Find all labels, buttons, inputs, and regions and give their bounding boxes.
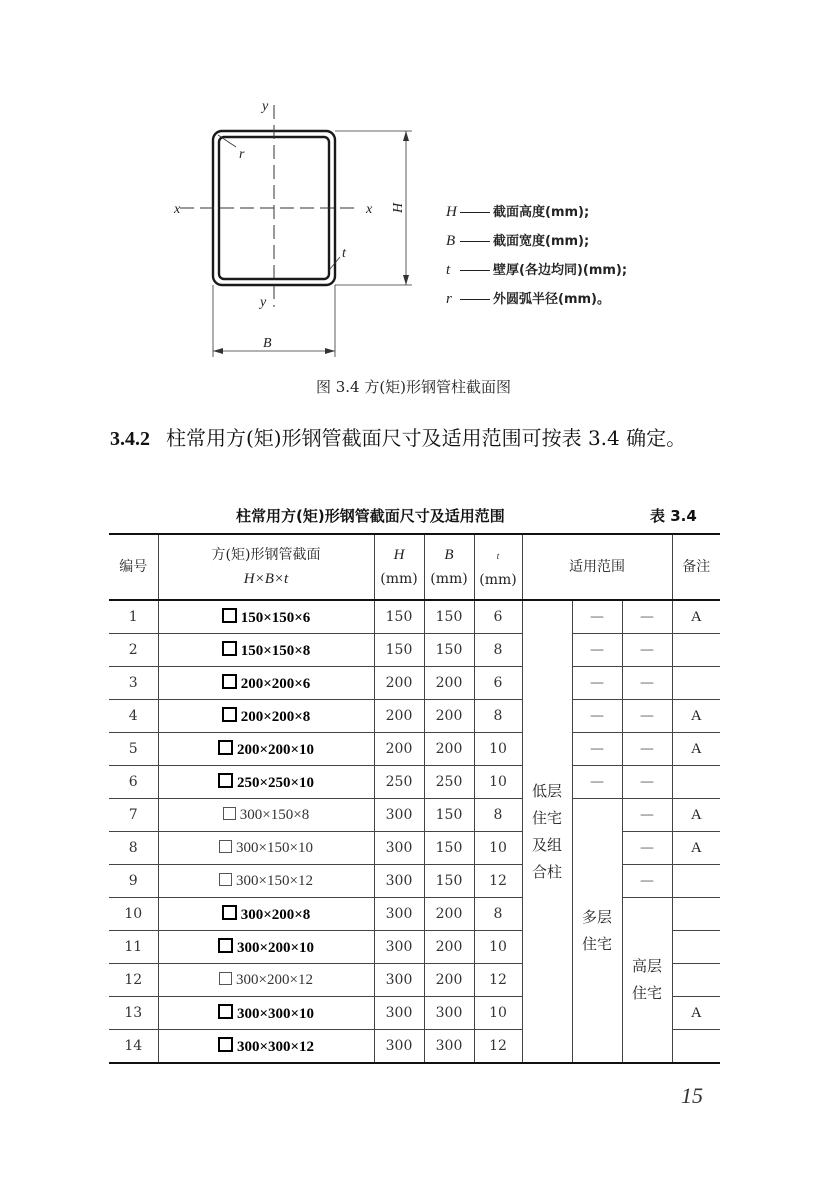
table-row: 13 300×300×10 300 300 10 A: [109, 997, 720, 1030]
section-cell: 300×200×8: [158, 898, 374, 931]
header-scope: 适用范围: [522, 534, 672, 600]
scope-multi-story: 多层 住宅: [572, 799, 622, 1064]
figure-caption: 图 3.4 方(矩)形钢管柱截面图: [315, 378, 512, 396]
b-label: B: [263, 336, 272, 351]
table-row: 5 200×200×10 200 200 10 — — A: [109, 733, 720, 766]
table-number: 表 3.4: [650, 507, 697, 525]
table-row: 11 300×200×10 300 200 10: [109, 931, 720, 964]
table-title: 柱常用方(矩)形钢管截面尺寸及适用范围: [236, 507, 505, 525]
y-bottom-label: y: [260, 295, 267, 310]
table-row: 9 300×150×12 300 150 12 —: [109, 865, 720, 898]
scope-high-rise: 高层 住宅: [622, 898, 672, 1064]
table-row: 12 300×200×12 300 200 12: [109, 964, 720, 997]
table-header-row: [109, 534, 720, 600]
section-cell: 300×300×10: [158, 997, 374, 1030]
clause-text: 柱常用方(矩)形钢管截面尺寸及适用范围可按表 3.4 确定。: [166, 426, 687, 450]
section-cell: 200×200×10: [158, 733, 374, 766]
legend-item: B 截面宽度(mm);: [446, 233, 590, 249]
table-row: 14 300×300×12 300 300 12: [109, 1030, 720, 1064]
scope-low-rise: 低层 住宅 及组 合柱: [522, 600, 572, 1063]
section-cell: 150×150×8: [158, 634, 374, 667]
r-label: r: [239, 147, 245, 162]
header-t: t (mm): [474, 534, 522, 600]
legend-item: r 外圆弧半径(mm)。: [446, 291, 610, 307]
table-row: 4 200×200×8 200 200 8 — — A: [109, 700, 720, 733]
section-cell: 300×150×12: [158, 865, 374, 898]
figure-legend: [446, 198, 627, 314]
section-cell: 250×250×10: [158, 766, 374, 799]
section-cell: 200×200×8: [158, 700, 374, 733]
header-b: B (mm): [424, 534, 474, 600]
table-row: 10 300×200×8 300 200 8 高层 住宅: [109, 898, 720, 931]
section-cell: 150×150×6: [158, 600, 374, 634]
table-row: 8 300×150×10 300 150 10 — A: [109, 832, 720, 865]
header-section: 方(矩)形钢管截面 H×B×t: [158, 534, 374, 600]
table-row: 2 150×150×8 150 150 8 — —: [109, 634, 720, 667]
section-cell: 200×200×6: [158, 667, 374, 700]
table-row: 7 300×150×8 300 150 8 多层 住宅 — A: [109, 799, 720, 832]
header-h: H (mm): [374, 534, 424, 600]
section-cell: 300×150×10: [158, 832, 374, 865]
section-cell: 300×200×10: [158, 931, 374, 964]
section-cell: 300×200×12: [158, 964, 374, 997]
section-spec-table: [109, 533, 720, 1064]
x-right-label: x: [366, 202, 373, 217]
table-row: 1 150×150×6 150 150 6 低层 住宅 及组 合柱 — — A: [109, 600, 720, 634]
t-label: t: [342, 246, 346, 261]
table-row: 3 200×200×6 200 200 6 — —: [109, 667, 720, 700]
section-cell: 300×150×8: [158, 799, 374, 832]
h-label: H: [391, 202, 406, 213]
header-note: 备注: [672, 534, 720, 600]
header-no: 编号: [109, 534, 158, 600]
clause-number: 3.4.2: [110, 428, 150, 450]
legend-item: t 壁厚(各边均同)(mm);: [446, 262, 628, 278]
clause-paragraph: [110, 421, 720, 456]
legend-item: H 截面高度(mm);: [446, 204, 590, 220]
x-left-label: x: [174, 202, 181, 217]
page-number: 15: [681, 1083, 703, 1108]
table-row: 6 250×250×10 250 250 10 — —: [109, 766, 720, 799]
y-top-label: y: [262, 99, 269, 114]
section-cell: 300×300×12: [158, 1030, 374, 1064]
